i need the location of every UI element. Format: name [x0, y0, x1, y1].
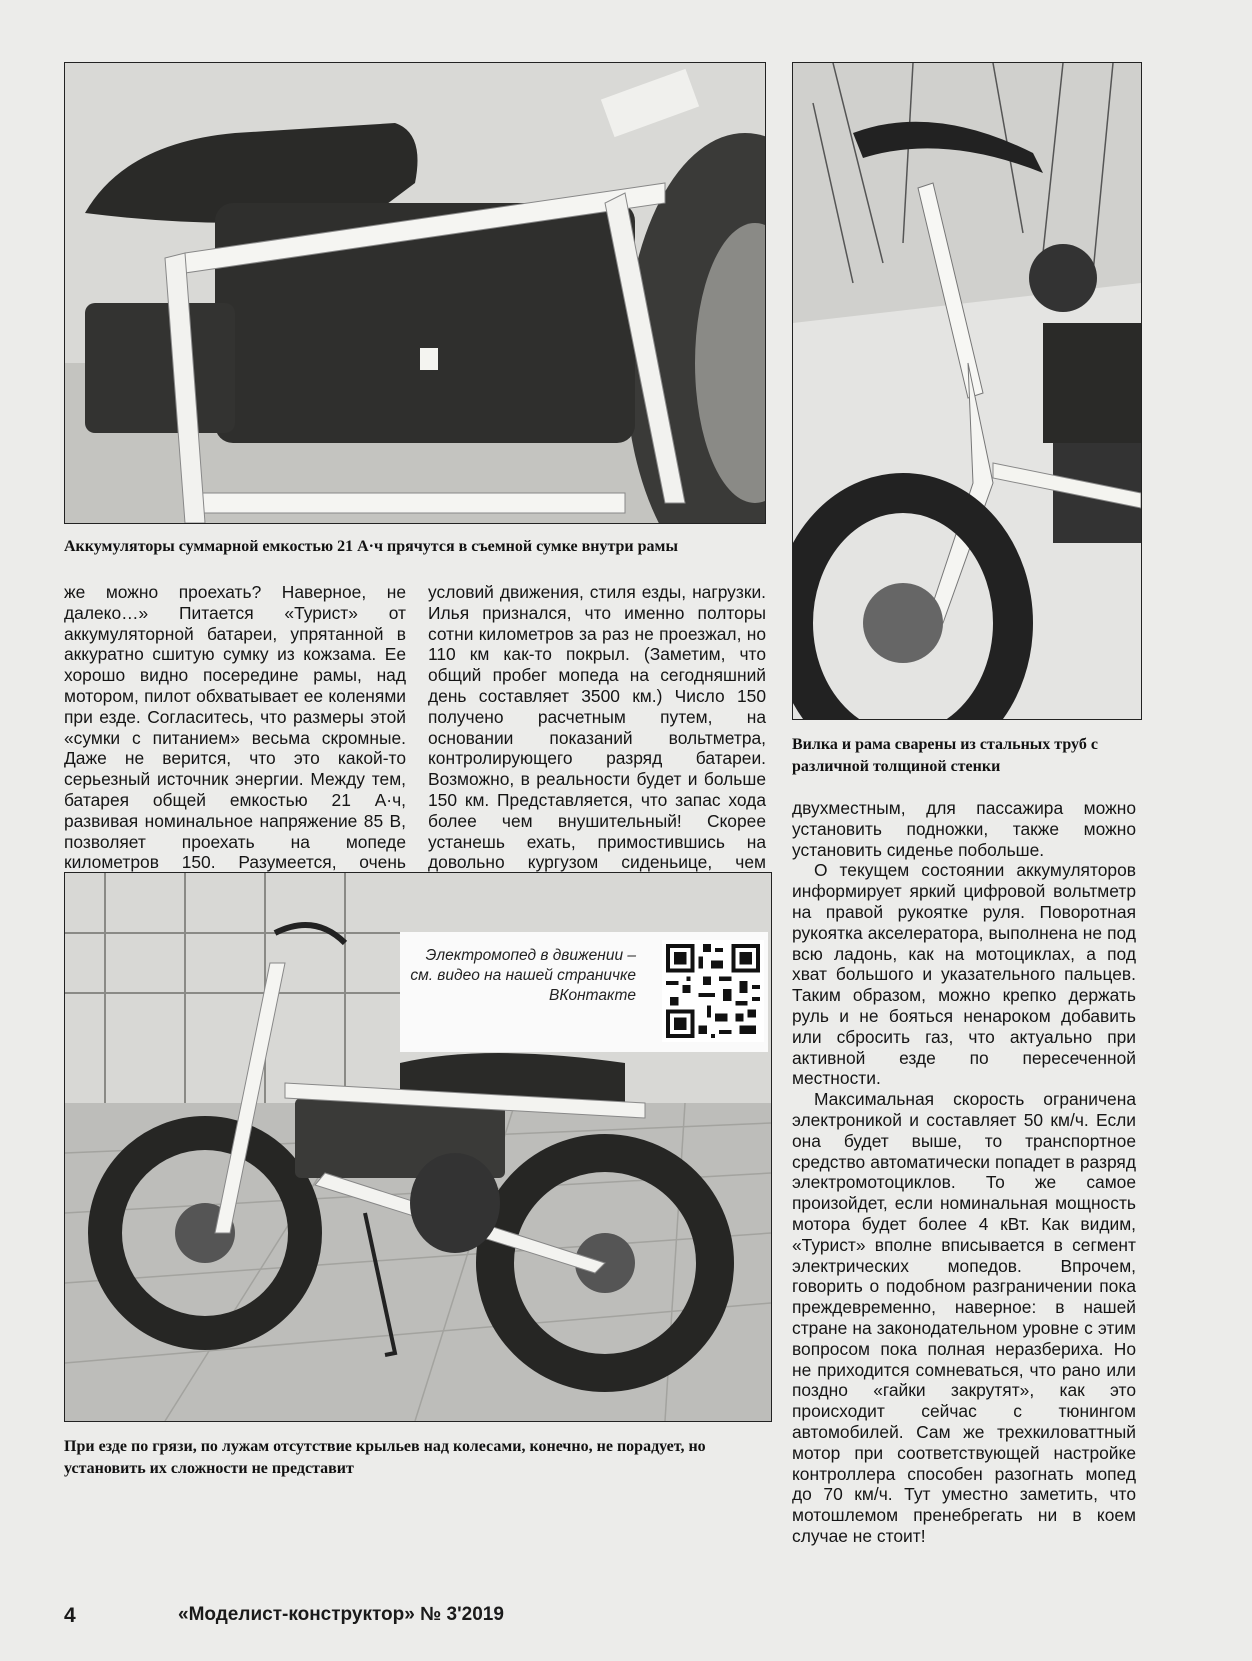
- article-column-3-paragraph-3: Максимальная скорость ограничена электроникой и составляет 50 км/ч. Если она будет выше, то транспортное средство автоматически попадет в разряд электромотоциклов. То же самое произойдет, если номинальная мощность мотора будет более 4 кВт. Как видим, «Турист» вполне вписывается в сегмент электрических мопедов. Впрочем, говорить о подобном разграничении пока преждевременно, наверное: в нашей стране на законодательном уровне с этим вопросом пока полная неразбериха. Но не приходится сомневаться, что рано или поздно «гайки закрутят», как это происходит сейчас с тюнингом автомобилей. Сам же трехкиловаттный мотор при соответствующей настройке контроллера способен разогнать мопед до 70 км/ч. Тут уместно заметить, что мотошлемом пренебрегать ни в коем случае не стоит!: [792, 1089, 1136, 1546]
- photo-fork-frame: [792, 62, 1142, 720]
- magazine-title: «Моделист-конструктор» № 3'2019: [178, 1604, 504, 1625]
- battery-bag-illustration: [65, 63, 765, 523]
- qr-callout: [400, 932, 768, 1052]
- photo-battery-bag: [64, 62, 766, 524]
- fork-frame-illustration: [793, 63, 1141, 719]
- caption-bottom-photo: При езде по грязи, по лужам отсутствие крыльев над колесами, конечно, не порадует, но установить их сложности не представит: [64, 1438, 706, 1477]
- article-column-3-paragraph-2: О текущем состоянии аккумуляторов информирует яркий цифровой вольтметр на правой рукоятке руля. Поворотная рукоятка акселератора, выполнена не под всю ладонь, как на мотоциклах, а под хват большого и указательного пальцев. Таким образом, можно крепко держать руль и не бояться ненароком добавить или сбросить газ, что актуально при активной езде по пересеченной местности.: [792, 860, 1136, 1089]
- caption-top-photo: Аккумуляторы суммарной емкостью 21 А·ч прячутся в съемной сумке внутри рамы: [64, 538, 678, 555]
- article-column-3: [792, 798, 1136, 1547]
- qr-code-icon[interactable]: [662, 940, 764, 1042]
- article-column-2-text: условий движения, стиля езды, нагрузки. Илья признался, что именно полторы сотни километров за раз не проезжал, но 110 км как-то покрыл. (Заметим, что общий пробег мопеда на сегодняшний день составляет 3500 км.) Число 150 получено расчетным путем, на основании показаний вольтметра, контролирующего разряд батареи. Возможно, в реальности будет и больше 150 км. Представляется, что запас хода более чем внушительный! Скорее устанешь ехать, примостившись на довольно кургузом сиденьице, чем: [428, 582, 766, 873]
- article-column-1-text: же можно проехать? Наверное, не далеко…» Питается «Турист» от аккумуляторной батареи, упрятанной в аккуратно сшитую сумку из кожзама. Ее хорошо видно посередине рамы, над мотором, пилот обхватывает ее коленями при езде. Согласитесь, что размеры этой «сумки с питанием» весьма скромные. Даже не верится, что это какой-то серьезный источник энергии. Между тем, батарея общей емкостью 21 А·ч, развивая номинальное напряжение 85 В, позволяет проехать на мопеде километров 150. Разумеется, очень: [64, 582, 406, 873]
- page-number: 4: [64, 1604, 76, 1627]
- article-column-3-paragraph-1: двухместным, для пассажира можно установить подножки, также можно установить сиденье побольше.: [792, 798, 1136, 860]
- qr-callout-text: Электромопед в движении – см. видео на нашей страничке ВКонтакте: [410, 947, 636, 1004]
- article-column-2: [428, 582, 766, 894]
- caption-right-photo: Вилка и рама сварены из стальных труб с различной толщиной стенки: [792, 736, 1098, 775]
- article-column-1: [64, 582, 406, 894]
